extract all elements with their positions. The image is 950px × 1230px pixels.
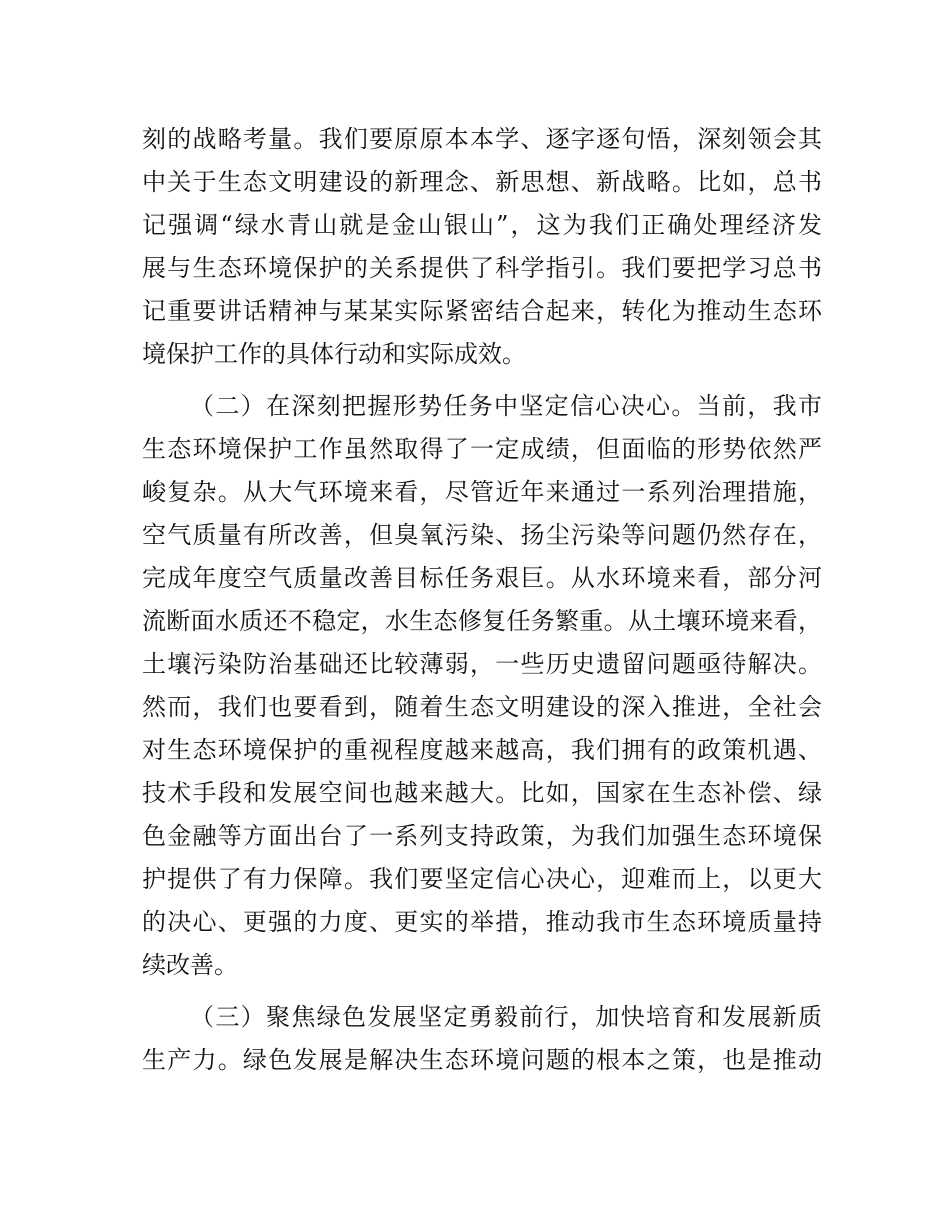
text-line: 护提供了有力保障。我们要坚定信心决心，迎难而上，以更大 [142,865,822,893]
text-line: 生产力。绿色发展是解决生态环境问题的根本之策，也是推动 [142,1046,822,1074]
text-line: 的决心、更强的力度、更实的举措，推动我市生态环境质量持 [142,908,822,936]
text-line: 空气质量有所改善，但臭氧污染、扬尘污染等问题仍然存在， [142,521,822,549]
document-body [142,118,822,1082]
text-line: 续改善。 [142,951,238,979]
text-line: 展与生态环境保护的关系提供了科学指引。我们要把学习总书 [142,254,822,282]
paragraph-1 [142,118,822,376]
text-line: 境保护工作的具体行动和实际成效。 [142,340,526,368]
text-line: （二）在深刻把握形势任务中坚定信心决心。当前，我市 [190,392,822,420]
text-line: 土壤污染防治基础还比较薄弱，一些历史遗留问题亟待解决。 [142,650,822,678]
paragraph-spacer [142,376,822,385]
text-line: 然而，我们也要看到，随着生态文明建设的深入推进，全社会 [142,693,822,721]
text-line: 生态环境保护工作虽然取得了一定成绩，但面临的形势依然严 [142,435,822,463]
paragraph-spacer [142,987,822,996]
text-line: 色金融等方面出台了一系列支持政策，为我们加强生态环境保 [142,822,822,850]
text-line: 技术手段和发展空间也越来越大。比如，国家在生态补偿、绿 [142,779,822,807]
text-line: 峻复杂。从大气环境来看，尽管近年来通过一系列治理措施， [142,478,822,506]
text-line: 对生态环境保护的重视程度越来越高，我们拥有的政策机遇、 [142,736,822,764]
text-line: 记强调“绿水青山就是金山银山”，这为我们正确处理经济发 [142,211,822,239]
text-line: 完成年度空气质量改善目标任务艰巨。从水环境来看，部分河 [142,564,822,592]
paragraph-2 [142,385,822,987]
text-line: （三）聚焦绿色发展坚定勇毅前行，加快培育和发展新质 [190,1003,822,1031]
text-line: 流断面水质还不稳定，水生态修复任务繁重。从土壤环境来看， [142,607,822,635]
text-line: 记重要讲话精神与某某实际紧密结合起来，转化为推动生态环 [142,297,822,325]
text-line: 刻的战略考量。我们要原原本本学、逐字逐句悟，深刻领会其 [142,125,822,153]
text-line: 中关于生态文明建设的新理念、新思想、新战略。比如，总书 [142,168,822,196]
paragraph-3 [142,996,822,1082]
